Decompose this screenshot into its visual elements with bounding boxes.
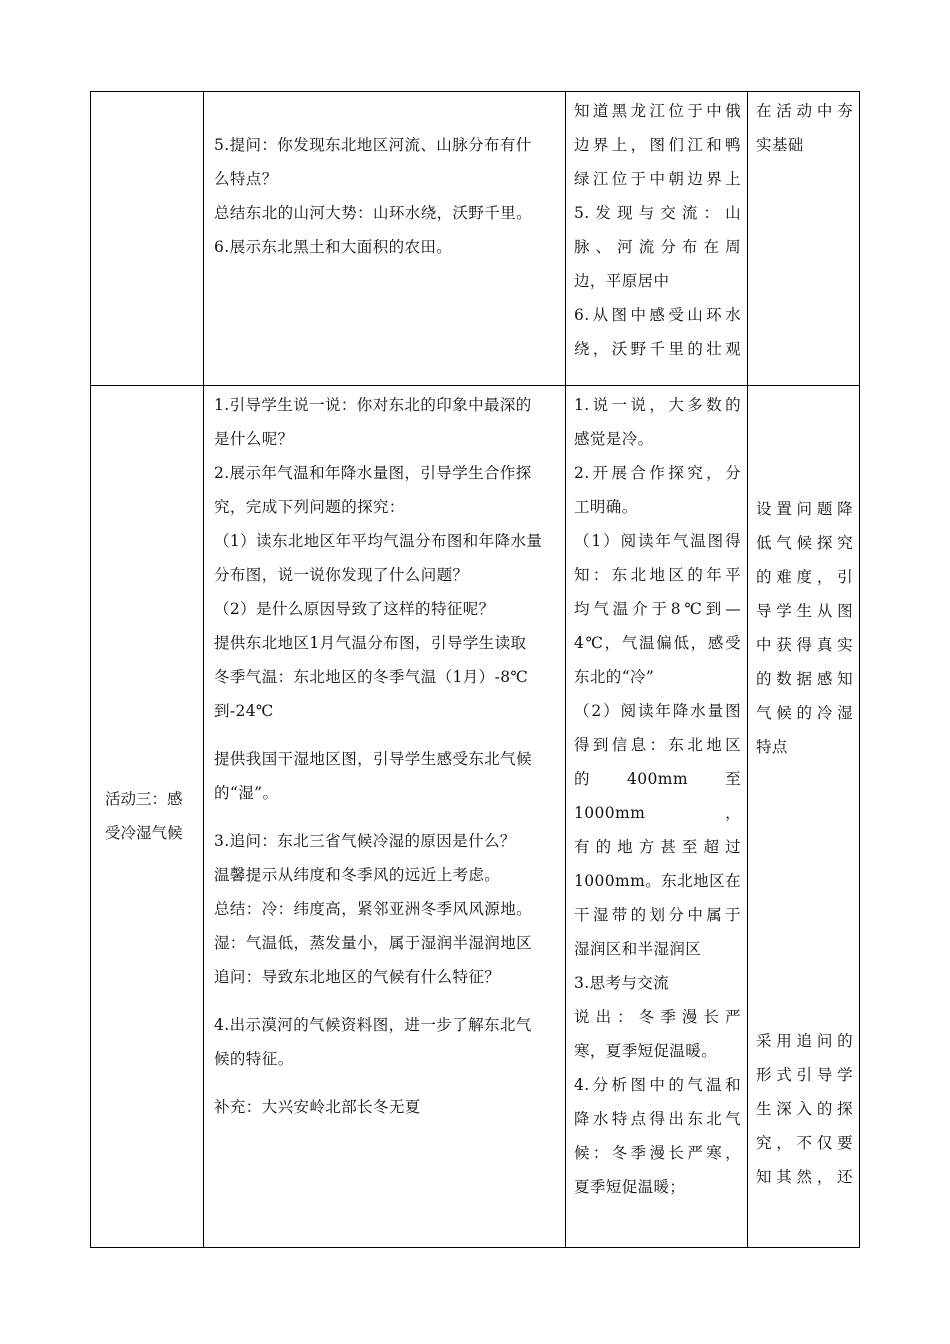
student-text-line: 1000mm。东北地区在 <box>574 872 741 890</box>
teacher-text-line: 究，完成下列问题的探究： <box>214 498 405 516</box>
teacher-text-line: 的“湿”。 <box>214 784 279 802</box>
student-text-line: 湿润区和半湿润区 <box>574 940 702 958</box>
teacher-text-line: 3.追问：东北三省气候冷湿的原因是什么？ <box>214 832 516 850</box>
teacher-text-line: 6.展示东北黑土和大面积的农田。 <box>214 238 453 256</box>
student-text-line: 3.思考与交流 <box>574 974 670 992</box>
table-row <box>91 92 860 386</box>
intent-text-line: 知其然，还 <box>756 1168 853 1186</box>
intent-text-line: 设置问题降 <box>756 500 853 518</box>
student-text-line: 绕，沃野千里的壮观 <box>574 340 741 358</box>
student-text-line: 6.从图中感受山环水 <box>574 306 741 324</box>
activity-cell <box>91 92 204 386</box>
teacher-text-line: 分布图，说一说你发现了什么问题？ <box>214 566 469 584</box>
intent-text-line: 实基础 <box>756 136 804 154</box>
intent-text-line: 低气候探究 <box>756 534 853 552</box>
student-text-line: 均气温介于8℃到— <box>574 600 741 618</box>
teacher-activity-cell <box>204 386 566 1248</box>
student-text-line: 知道黑龙江位于中俄 <box>574 102 741 120</box>
student-text-line: 候：冬季漫长严寒， <box>574 1144 741 1162</box>
teacher-text-line: 总结东北的山河大势：山环水绕，沃野千里。 <box>214 204 533 222</box>
teacher-text-line: 到-24℃ <box>214 702 274 720</box>
teacher-text-line: 追问：导致东北地区的气候有什么特征？ <box>214 968 501 986</box>
lesson-plan-table <box>90 91 860 1248</box>
student-text-line: 绿江位于中朝边界上 <box>574 170 741 188</box>
student-text-line: 干湿带的划分中属于 <box>574 906 741 924</box>
teacher-text-line: 提供我国干湿地区图，引导学生感受东北气候 <box>214 750 533 768</box>
student-text-line: 降水特点得出东北气 <box>574 1110 741 1128</box>
intent-text-line: 生深入的探 <box>756 1100 853 1118</box>
teacher-text-line: 补充：大兴安岭北部长冬无夏 <box>214 1098 421 1116</box>
student-text-line: 的400mm至1000mm， <box>574 770 741 822</box>
student-text-line: 边，平原居中 <box>574 272 670 290</box>
activity-title <box>91 782 203 850</box>
intent-text-line: 气候的冷湿 <box>756 704 853 722</box>
student-text-line: 说出：冬季漫长严 <box>574 1008 741 1026</box>
intent-text-line: 的难度，引 <box>756 568 853 586</box>
student-text-line: （1）阅读年气温图得 <box>574 532 741 550</box>
student-text-line: 寒，夏季短促温暖。 <box>574 1042 718 1060</box>
intent-text-line: 在活动中夯 <box>756 102 853 120</box>
student-text-line: 感觉是冷。 <box>574 430 654 448</box>
intent-text-line: 中获得真实 <box>756 636 853 654</box>
teacher-text-line: 4.出示漠河的气候资料图，进一步了解东北气 <box>214 1016 532 1034</box>
table-row <box>91 386 860 1248</box>
student-text-line: 夏季短促温暖； <box>574 1178 686 1196</box>
activity-title-line: 活动三：感 <box>105 790 183 808</box>
student-text-line: 东北的“冷” <box>574 668 655 686</box>
intent-text-line: 特点 <box>756 738 788 756</box>
student-text-line: 有的地方甚至超过 <box>574 838 741 856</box>
student-text-line: 5.发现与交流：山 <box>574 204 741 222</box>
design-intent-cell <box>748 92 860 386</box>
intent-text-line: 形式引导学 <box>756 1066 853 1084</box>
teacher-text-line: 2.展示年气温和年降水量图，引导学生合作探 <box>214 464 532 482</box>
teacher-text-line: 冬季气温：东北地区的冬季气温（1月）-8℃ <box>214 668 529 686</box>
teacher-text-line: 候的特征。 <box>214 1050 294 1068</box>
student-text-line: 工明确。 <box>574 498 638 516</box>
intent-text-line: 采用追问的 <box>756 1032 853 1050</box>
student-text-line: （2）阅读年降水量图 <box>574 702 741 720</box>
teacher-text-line: 湿：气温低，蒸发量小，属于湿润半湿润地区 <box>214 934 533 952</box>
teacher-text-line: 提供东北地区1月气温分布图，引导学生读取 <box>214 634 527 652</box>
intent-text-line: 究，不仅要 <box>756 1134 853 1152</box>
student-text-line: 4℃，气温偏低，感受 <box>574 634 741 652</box>
student-text-line: 得到信息：东北地区 <box>574 736 741 754</box>
intent-text-line: 导学生从图 <box>756 602 853 620</box>
intent-text-line: 的数据感知 <box>756 670 853 688</box>
student-text-line: 2.开展合作探究，分 <box>574 464 741 482</box>
activity-title-line: 受冷湿气候 <box>105 824 183 842</box>
student-text-line: 知：东北地区的年平 <box>574 566 741 584</box>
student-text-line: 边界上，图们江和鸭 <box>574 136 741 154</box>
teacher-text-line: 温馨提示从纬度和冬季风的远近上考虑。 <box>214 866 501 884</box>
teacher-text-line: 1.引导学生说一说：你对东北的印象中最深的 <box>214 396 532 414</box>
teacher-text-line: 是什么呢？ <box>214 430 294 448</box>
student-activity-cell <box>566 92 748 386</box>
teacher-text-line: （2）是什么原因导致了这样的特征呢？ <box>214 600 495 618</box>
activity-cell <box>91 386 204 1248</box>
teacher-text-line: （1）读东北地区年平均气温分布图和年降水量 <box>214 532 543 550</box>
teacher-text-line: 总结：冷：纬度高，紧邻亚洲冬季风风源地。 <box>214 900 533 918</box>
teacher-text-line: 5.提问：你发现东北地区河流、山脉分布有什 <box>214 136 532 154</box>
student-activity-cell <box>566 386 748 1248</box>
student-text-line: 1.说一说，大多数的 <box>574 396 741 414</box>
design-intent-cell <box>748 386 860 1248</box>
teacher-activity-cell <box>204 92 566 386</box>
teacher-text-line: 么特点？ <box>214 170 278 188</box>
student-text-line: 4.分析图中的气温和 <box>574 1076 741 1094</box>
student-text-line: 脉、河流分布在周 <box>574 238 741 256</box>
